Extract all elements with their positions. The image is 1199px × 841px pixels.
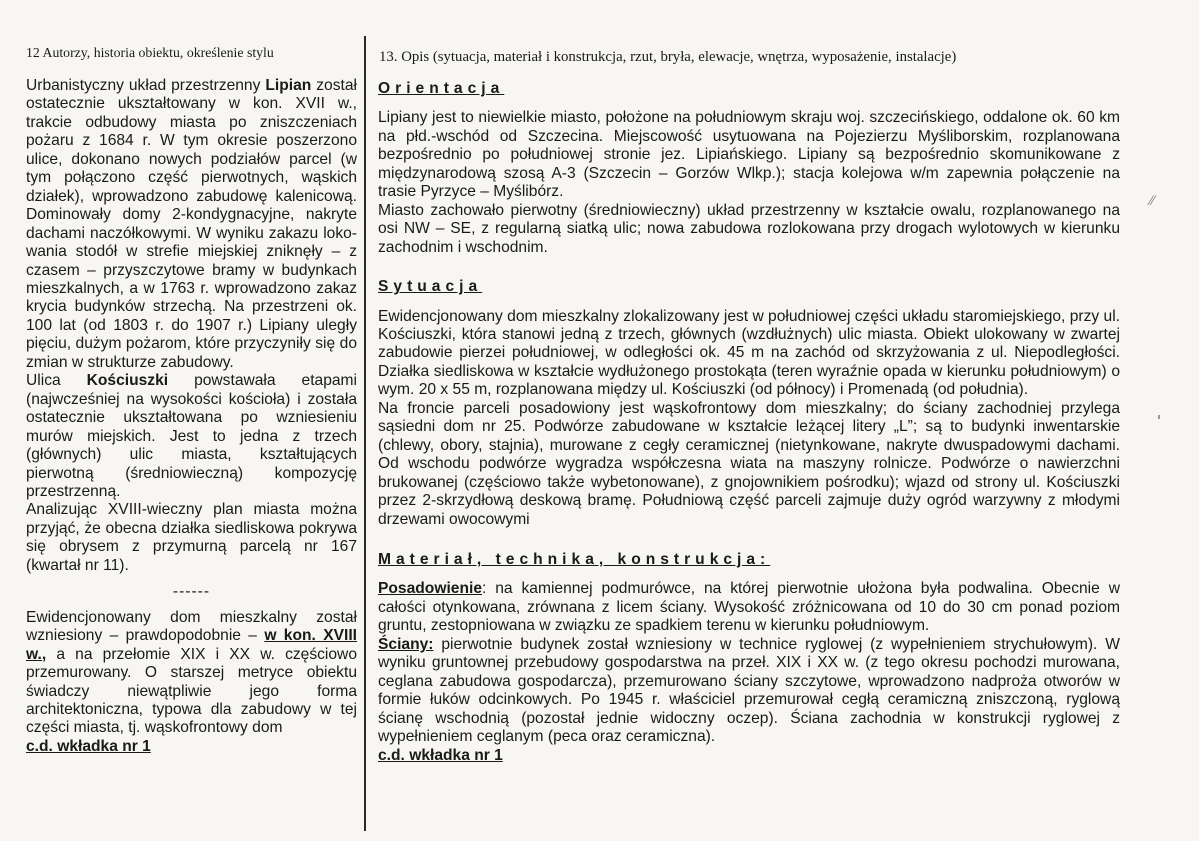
field-12-header: 12 Autorzy, historia obiektu, określenie stylu <box>26 45 274 60</box>
paragraph-plan-analysis: Analizując XVIII-wieczny plan miasta można przyjąć, że obecna działka siedliskowa pokrywa się obrysem z przymurną parcelą nr 167 (kwartał nr 11). <box>26 501 357 574</box>
section-heading-sytuacja: Sytuacja <box>378 278 483 296</box>
town-name: Lipian <box>265 77 312 94</box>
paragraph-street: Ulica Kościuszki powstawała etapami (najwcześniej na wysokości kościoła) i została ostatecznie ukształtowana po wzniesieniu murów miejskich. Jest to jedna z trzech (głównych) ulic miasta, kształtujących pierwotną (średniowieczną) kompozycję przestrzenną. <box>26 372 358 500</box>
margin-pencil-mark: ⁄⁄ <box>1150 192 1155 208</box>
paragraph-orientacja-1: Lipiany jest to niewielkie miasto, położone na południowym skraju woj. szczecińskiego, oddalone ok. 60 km na płd.-wschód od Szczecina. Miejscowość usytuowana na Pojezierzu Myśliborskim, rozplanowana bezpośrednio po południowej stronie jez. Lipiańskiego. Lipiany są bezpośrednio skomunikowane z międzynarodową szosą A-3 (Szczecin – Gorzów Wlkp.); stacja kolejowa w/m zapewnia połączenie na trasie Pyrzyce – Myślibórz. <box>378 109 1120 201</box>
separator: ------ <box>172 583 211 601</box>
continuation-reference-right: c.d. wkładka nr 1 <box>378 746 503 764</box>
paragraph-building-date: Ewidencjonowany dom mieszkalny został wzniesiony – prawdopodobnie – w kon. XVIII w., a na przełomie XIX i XX w. częściowo przemurowany. O starszej metryce obiektu świadczy niewątpliwie jego forma architektoniczna, typowa dla zabudowy w tej części miasta, tj. wąskofrontowy dom <box>26 608 358 737</box>
section-heading-material: Materiał, technika, konstrukcja: <box>378 550 771 568</box>
field-13-header: 13. Opis (sytuacja, materiał i konstrukcja, rzut, bryła, elewacje, wnętrza, wyposażenie, instalacje) <box>379 49 957 65</box>
paragraph-orientacja-2: Miasto zachowało pierwotny (średniowieczny) układ przestrzenny w kształcie owalu, rozplanowanego na osi NW – SE, z regularną siatką ulic; nowa zabudowa rozlokowana przy drogach wylotowych w kierunku zachodnim i wschodnim. <box>378 201 1120 256</box>
continuation-reference: c.d. wkładka nr 1 <box>26 737 151 755</box>
paragraph-urban-layout: Urbanistyczny układ przestrzenny Lipian został ostatecznie ukształtowany w kon. XVII w., trakcie odbudowy miasta po zniszczeniach pożaru z 1684 r. W tym okresie poszerzono ulice, dokonano nowych podziałów parcel (w tym połączono część pierwotnych, wąskich działek), wprowadzono zabudowę kalenicową. Dominowały domy 2-kondygnacyjne, nakryte dachami naczółkowymi. W wyniku zakazu lokowania stodół w strefie miejskiej zniknęły – z czasem – przyszczytowe bramy w budynkach mieszkalnych, a w 1763 r. wprowadzono zakaz krycia budynków strzechą. Na przestrzeni ok. 100 lat (od 1803 r. do 1907 r.) Lipiany uległy pięciu, dużym pożarom, które przyczyniły się do zmian w strukturze zabudowy. <box>26 77 357 371</box>
date-emphasis: w kon. XVIII w., <box>26 627 358 663</box>
column-divider <box>364 36 366 831</box>
section-heading-orientacja: Orientacja <box>378 80 505 97</box>
paragraph-sciany: Ściany: pierwotnie budynek został wzniesiony w technice ryglowej (z wypełnieniem strychułowym). W wyniku gruntownej przebudowy gospodarstwa na przeł. XIX i XX w. (z tego okresu pochodzi murowana, ceglana zabudowa gospodarcza), przemurowano ściany szczytowe, wprowadzono nadproża otworów w formie łuków odcinkowych. Po 1945 r. właściciel przemurował cegłą ceramiczną zniszczoną, ryglową ścianę wschodnią (pozostał jednie widoczny oczep). Ściana zachodnia w konstrukcji ryglowej z wypełnieniem ceglanym (peca oraz ceramiczna). <box>378 635 1120 746</box>
left-column <box>26 44 357 756</box>
paragraph-sytuacja-2: Na froncie parceli posadowiony jest wąskofrontowy dom mieszkalny; do ściany zachodniej przylega sąsiedni dom nr 25. Podwórze zabudowane w kształcie leżącej litery „L”; są to budynki inwentarskie (chlewy, obory, stajnia), murowane z cegły ceramicznej (nietynkowane, nakryte dwuspadowymi dachami. Od wschodu podwórze wygradza współczesna wiata na maszyny rolnicze. Podwórze o nawierzchni brukowanej (częściowo także wybetonowane), z gnojownikiem pośrodku); wjazd od strony ul. Kościuszki przez 2-skrzydłową deskową bramę. Południową część parceli zajmuje duży ogród warzywny z młodymi drzewami owocowymi <box>378 399 1120 528</box>
street-name: Kościuszki <box>86 372 169 390</box>
paragraph-sytuacja-1: Ewidencjonowany dom mieszkalny zlokalizowany jest w południowej części układu staromiejskiego, przy ul. Kościuszki, która stanowi jedną z trzech, głównych (wzdłużnych) ulic miasta. Obiekt ulokowany w zwartej zabudowie pierzei południowej, w odległości ok. 45 m na zachód od skrzyżowania z ul. Niepodległości. Działka siedliskowa w kształcie wydłużonego prostokąta (teren wyraźnie opada w kierunku południowym) o wym. 20 x 55 m, rozplanowana między ul. Kościuszki (od północy) i Promenadą (od południa). <box>378 307 1120 399</box>
paragraph-posadowienie: Posadowienie: na kamiennej podmurówce, na której pierwotnie ułożona była podwalina. Obecnie w całości otynkowana, zrównana z licem ściany. Wysokość zróżnicowana od 10 do 30 cm ponad poziom gruntu, zestopniowana w związku ze spadkiem terenu w kierunku południowym. <box>378 580 1120 635</box>
right-column <box>378 48 1120 765</box>
margin-dot <box>1158 415 1160 419</box>
